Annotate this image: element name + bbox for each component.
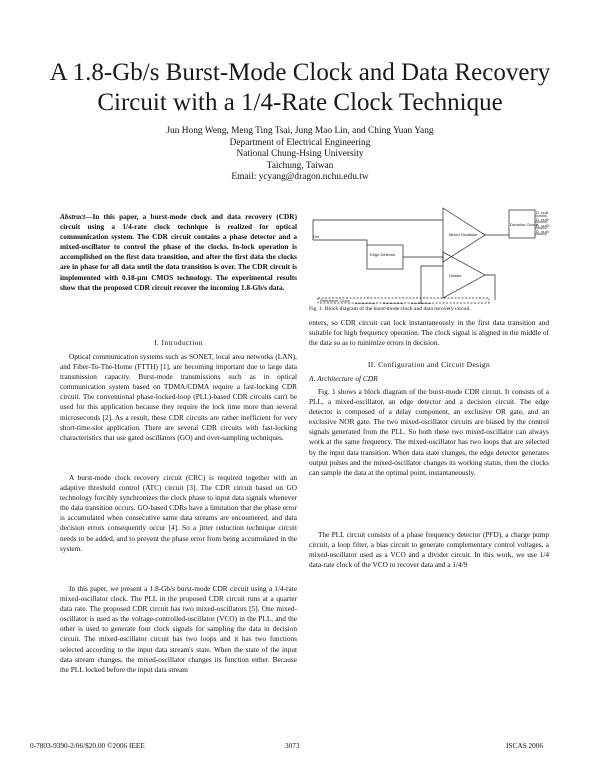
architecture-paragraph-2: The PLL circuit consists of a phase frequency detector (PFD), a charge pump circuit, a loop filter, a bias circuit to generate complementary control voltages, a mixed-oscillator used as a VCO and a divider circuit. In this work, we use 1/4 data-rate clock of the VCO to recover data and a 1/4/9 [309, 530, 549, 570]
block-diagram-figure [309, 200, 549, 304]
label-out4: D_out4 [536, 229, 549, 234]
title-line-1: A 1.8-Gb/s Burst-Mode Clock and Data Recovery [49, 59, 551, 86]
din-wire [313, 240, 367, 245]
intro-paragraph-2: A burst-mode clock recovery circuit (CRC) is required together with an adaptive threshold control (ATC) circuit [3]. The CDR circuit based on GO technology forcibly synchronizes the clock phase to input data signals whenever the data transition occurs. GO-based CDRs have a limitation that the phase error is accumulated when consecutive same data streams are encountered, and data decision errors consequently occur [4]. So a jitter reduction technique circuit needs to be added, and to prevent the phase error from being accumulated in the system. [60, 473, 297, 553]
author-email: Email: ycyang@dragon.nchu.edu.tw [231, 172, 369, 183]
footer-conference: ISCAS 2006 [506, 741, 544, 750]
intro-paragraph-3: In this paper, we present a 1.8-Gb/s burst-mode CDR circuit using a 1/4-rate mixed-oscillator clock. The PLL in the proposed CDR circuit runs at a quarter data rate. The proposed CDR circuit has two mixed-oscillators [5]. One mixed-oscillator is used as the voltage-controlled-oscillator (VCO) in the PLL, and the other is used to generate four clock signals for sampling the data in decision circuit. The mixed-oscillator circuit has two loops and it has two functions selected according to the input data stream's state. When the state of the input data stream changes, the mixed-oscillator changes its function either. Because the PLL locked before the input data stream [60, 584, 297, 674]
footer-page-number: 3073 [285, 741, 300, 750]
label-out1: D_out1 [536, 210, 549, 215]
label-out2: D_out2 [536, 217, 549, 222]
paper-title [20, 58, 580, 118]
feedback-wire [485, 275, 495, 300]
author-location: Taichung, Taiwan [266, 160, 334, 171]
section-heading-introduction: I. Introduction [154, 338, 203, 347]
author-department: Department of Electrical Engineering [229, 137, 371, 148]
author-university: National Chung-Hsing University [236, 149, 364, 160]
architecture-paragraph-1: Fig. 1 shows a block diagram of the burst-mode CDR circuit. It consists of a PLL, a mixed-oscillator, an edge detector and a decision circuit. The edge detector is composed of a delay component, an exclusive OR gate, and an exclusive NOR gate. The two mixed-oscillator circuits are biased by the control signals generated from the PLL. So both these two mixed-oscillator can always work at the same frequency. The mixed-oscillator has two loops that are selected by the input data transition. When data state changes, the edge detector generates output pulses and the mixed-oscillator changes its working status, then the clocks can sample the data at the optimal point, instantaneously. [309, 387, 549, 477]
edge-detector-block [367, 245, 403, 269]
section-heading-design: II. Configuration and Circuit Design [367, 360, 491, 369]
subsection-heading-architecture: A. Architecture of CDR [309, 374, 378, 383]
figure-caption: Fig. 1. Block diagram of the burst-mode clock and data recovery circuit. [309, 306, 471, 312]
abstract-lead: Abstract [60, 212, 86, 221]
label-divider: Divider [449, 273, 462, 278]
label-out3: D_out3 [536, 223, 549, 228]
right-column-continuation: enters, so CDR circuit can lock instantaneously in the first data transition and suitable for high frequency operation. The clock signal is aligned in the middle of the data so as to minimize errors in decision. [309, 318, 549, 348]
label-edge-detector: Edge Detector [370, 252, 396, 257]
label-ref-clock: Reference Clock [320, 298, 350, 303]
author-names: Jun Hong Weng, Meng Ting Tsai, Jung Mao Lin, and Ching Yuan Yang [166, 126, 434, 136]
label-decision: Decision Circuit [510, 222, 538, 227]
author-block [60, 126, 540, 184]
title-line-2: Circuit with a 1/4-Rate Clock Technique [97, 89, 503, 116]
din-to-osc-wire [313, 220, 443, 240]
label-din: Din [313, 234, 320, 239]
footer-isbn: 0-7803-9390-2/06/$20.00 ©2006 IEEE [30, 741, 145, 750]
abstract [60, 212, 297, 293]
label-mixed-oscillator: Mixed Oscillator [449, 232, 478, 237]
abstract-text: —In this paper, a burst-mode clock and data recovery (CDR) circuit using a 1/4-rate clock technique is realized for optical communication system. The CDR circuit contains a phase detector and a mixed-oscillator to control the phase of the clocks. In-lock operation is accomplished on the first data transition, and after the first data the clocks are in phase for all data until the data transition is over. The CDR circuit is implemented with 0.18-µm CMOS technology. The experimental results show that the proposed CDR circuit recover the incoming 1.8-Gb/s data. [60, 212, 297, 292]
intro-paragraph-1: Optical communication systems such as SONET, local area networks (LAN), and Fiber-To-The-Home (FTTH) [1], are becoming important due to large data transmission capacity. Burst-mode transmissions such as in optical communication system based on TDMA/CDMA require a fast-locking CDR circuit. The conventional phase-locked-loop (PLL)-based CDR circuits can't be used for this application because they require the lock time more than several microseconds [2]. As a result, these CDR circuits are rather inefficient for very short-time-slot application. There are several CDR circuits with fast-locking characteristics that use gated oscillators (GO) and over-sampling techniques. [60, 352, 297, 442]
